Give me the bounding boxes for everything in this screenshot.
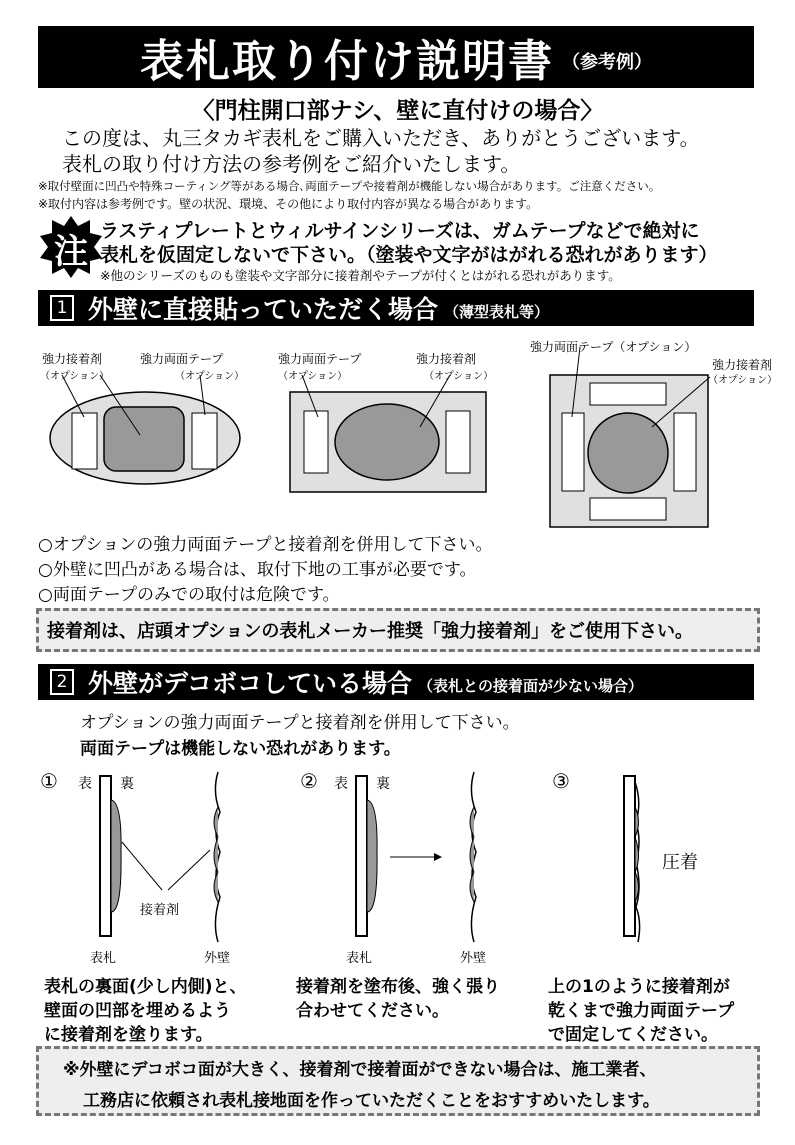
section2-header xyxy=(38,664,754,700)
d3-adhesive-option: （オプション） xyxy=(708,375,778,386)
step2-plate-adhesive xyxy=(367,800,377,912)
d1-adhesive-label: 強力接着剤 xyxy=(42,352,103,366)
caution-badge-label: 注 xyxy=(54,232,88,272)
step1-desc-2: 壁面の凹部を埋めるよう xyxy=(44,1001,231,1021)
step2-wall-adhesive xyxy=(470,807,474,902)
d1-tape-label: 強力両面テープ xyxy=(140,352,224,366)
step3-plate xyxy=(624,776,635,936)
step1-arrow-right xyxy=(168,850,210,890)
d2-tape-label: 強力両面テープ xyxy=(278,352,362,366)
step2-number: ② xyxy=(300,769,318,793)
step3-adhesive xyxy=(635,807,639,902)
diagram-rect xyxy=(290,375,486,492)
step1-plate xyxy=(100,776,111,936)
note-1: ※取付壁面に凹凸や特殊コーティング等がある場合､両面テープや接着剤が機能しない場合があります。ご注意ください。 xyxy=(38,179,661,193)
section2-diagrams xyxy=(0,762,795,972)
step1-desc-3: に接着剤を塗ります。 xyxy=(44,1025,213,1045)
diagram-square xyxy=(550,347,710,527)
step3-press-label: 圧着 xyxy=(662,852,698,873)
section1-bullet-1: ○オプションの強力両面テープと接着剤を併用して下さい。 xyxy=(38,535,493,555)
caution-line-3: ※他のシリーズのものも塗装や文字部分に接着剤やテープが付くとはがれる恐れがあります。 xyxy=(100,268,621,283)
step1-wall-adhesive xyxy=(214,807,218,902)
footer-line-1: ※外壁にデコボコ面が大きく、接着剤で接着面ができない場合は、施工業者、 xyxy=(63,1060,657,1080)
section1-notice: 接着剤は、店頭オプションの表札メーカー推奨「強力接着剤」をご使用下さい。 xyxy=(47,621,694,642)
step1-desc-1: 表札の裏面(少し内側)と、 xyxy=(44,977,247,997)
section1-title: 外壁に直接貼っていただく場合 xyxy=(88,295,439,324)
section1-subtitle: （薄型表札等） xyxy=(444,302,550,321)
section1-bullet-3: ○両面テープのみでの取付は危険です。 xyxy=(38,585,340,605)
d3-tape-label: 強力両面テープ（オプション） xyxy=(530,340,697,354)
intro-line-1: この度は、丸三タカギ表札をご購入いただき、ありがとうございます。 xyxy=(62,126,700,150)
step1-adhesive-label: 接着剤 xyxy=(140,903,180,918)
step1-plate-label: 表札 xyxy=(90,951,117,966)
caution-line-1: ラスティプレートとウィルサインシリーズは、ガムテープなどで絶対に xyxy=(100,220,700,242)
step2-wall-label: 外壁 xyxy=(460,951,487,966)
step3-desc-2: 乾くまで強力両面テープ xyxy=(548,1001,735,1021)
step1-arrow-left xyxy=(122,842,162,890)
caution-line-2: 表札を仮固定しないで下さい。（塗装や文字がはがれる恐れがあります） xyxy=(100,244,718,266)
step1-plate-adhesive xyxy=(111,800,121,912)
step2-back: 裏 xyxy=(376,776,390,792)
d3-adhesive-label: 強力接着剤 xyxy=(712,358,773,372)
section1-notice-box xyxy=(36,608,760,652)
d2-adhesive-option: （オプション） xyxy=(424,371,494,382)
step2-arrow-head xyxy=(434,853,442,861)
page-title: 表札取り付け説明書 xyxy=(140,36,554,87)
intro-line-2: 表札の取り付け方法の参考例をご紹介いたします。 xyxy=(62,152,521,176)
step2-front: 表 xyxy=(334,776,348,792)
section2-number: 2 xyxy=(50,669,74,695)
d1-tape-option: （オプション） xyxy=(175,371,245,382)
d1-adhesive-option: （オプション） xyxy=(40,371,110,382)
page-title-note: （参考例） xyxy=(562,52,652,73)
title-bar xyxy=(38,26,754,88)
step1-front: 表 xyxy=(78,776,92,792)
step3-desc-3: で固定してください。 xyxy=(548,1025,718,1045)
section1-header xyxy=(38,290,754,326)
d2-tape-option: （オプション） xyxy=(278,371,348,382)
step3-number: ③ xyxy=(552,769,570,793)
section1-bullet-2: ○外壁に凹凸がある場合は、取付下地の工事が必要です。 xyxy=(38,560,477,580)
step1-number: ① xyxy=(40,769,58,793)
note-2: ※取付内容は参考例です。壁の状況、環境、その他により取付内容が異なる場合があります。 xyxy=(38,197,539,211)
step2-plate-label: 表札 xyxy=(346,951,373,966)
step1-back: 裏 xyxy=(120,776,134,792)
d2-adhesive-label: 強力接着剤 xyxy=(416,352,477,366)
section1-number: 1 xyxy=(50,295,74,321)
section2-lead-1: オプションの強力両面テープと接着剤を併用して下さい。 xyxy=(80,713,520,733)
step1-wall-label: 外壁 xyxy=(204,951,231,966)
section2-lead-2: 両面テープは機能しない恐れがあります。 xyxy=(80,739,401,759)
footer-notice-box xyxy=(36,1046,760,1116)
footer-line-2: 工務店に依頼され表札接地面を作っていただくことをおすすめいたします。 xyxy=(83,1091,660,1111)
step2-desc-1: 接着剤を塗布後、強く張り xyxy=(296,977,500,997)
section2-subtitle: （表札との接着面が少ない場合） xyxy=(418,676,644,695)
step2-desc-2: 合わせてください。 xyxy=(296,1001,449,1021)
step3-desc-1: 上の1のように接着剤が xyxy=(548,977,730,997)
section1-diagrams xyxy=(0,335,795,535)
diagram-oval xyxy=(50,375,240,484)
section2-title: 外壁がデコボコしている場合 xyxy=(88,669,413,698)
subheading: 〈門柱開口部ナシ、壁に直付けの場合〉 xyxy=(191,98,604,124)
step2-plate xyxy=(356,776,367,936)
